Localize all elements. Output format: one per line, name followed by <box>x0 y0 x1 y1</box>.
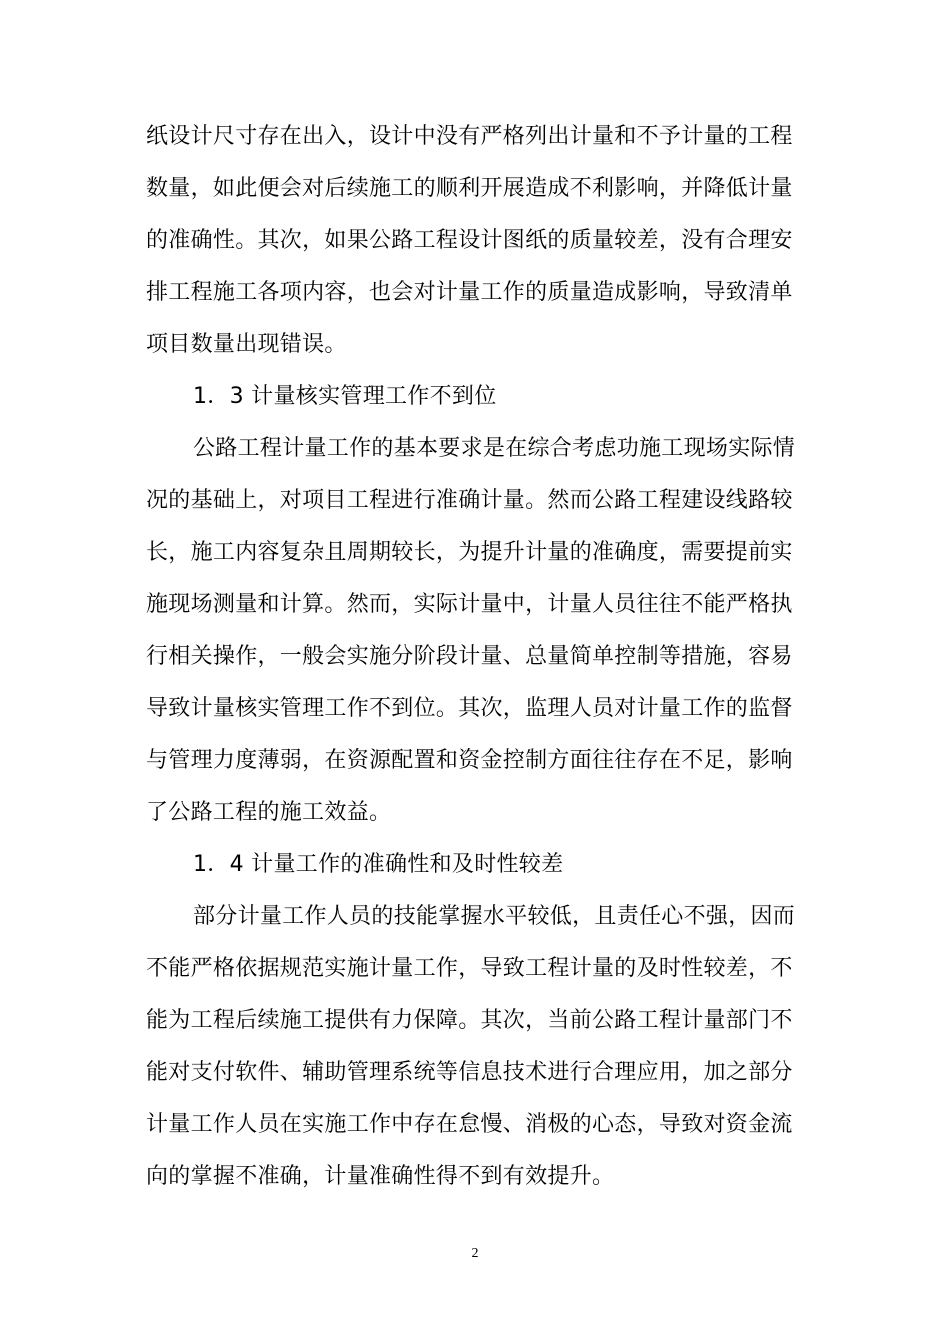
body-text-line: 施现场测量和计算。然而，实际计量中，计量人员往往不能严格执 <box>146 592 793 617</box>
body-text-line: 能对支付软件、辅助管理系统等信息技术进行合理应用，加之部分 <box>146 1060 793 1085</box>
body-text-line: 不能严格依据规范实施计量工作，导致工程计量的及时性较差，不 <box>146 956 793 981</box>
body-text-line: 与管理力度薄弱，在资源配置和资金控制方面往往存在不足，影响 <box>146 748 793 773</box>
body-text-line: 导致计量核实管理工作不到位。其次，监理人员对计量工作的监督 <box>146 696 793 721</box>
body-text-line: 数量，如此便会对后续施工的顺利开展造成不利影响，并降低计量 <box>146 176 793 201</box>
body-text-line: 长，施工内容复杂且周期较长，为提升计量的准确度，需要提前实 <box>146 540 793 565</box>
paragraph-first-line: 部分计量工作人员的技能掌握水平较低，且责任心不强，因而 <box>193 904 796 929</box>
body-text-line: 行相关操作，一般会实施分阶段计量、总量简单控制等措施，容易 <box>146 644 793 669</box>
section-heading-1-4: 1．4 计量工作的准确性和及时性较差 <box>193 852 564 877</box>
body-text-line: 了公路工程的施工效益。 <box>146 800 392 825</box>
body-text-line: 项目数量出现错误。 <box>146 332 347 357</box>
paragraph-first-line: 公路工程计量工作的基本要求是在综合考虑功施工现场实际情 <box>193 436 796 461</box>
body-text-line: 况的基础上，对项目工程进行准确计量。然而公路工程建设线路较 <box>146 488 793 513</box>
body-text-line: 计量工作人员在实施工作中存在怠慢、消极的心态，导致对资金流 <box>146 1112 793 1137</box>
body-text-line: 的准确性。其次，如果公路工程设计图纸的质量较差，没有合理安 <box>146 228 793 253</box>
body-text-line: 能为工程后续施工提供有力保障。其次，当前公路工程计量部门不 <box>146 1008 793 1033</box>
body-text-line: 排工程施工各项内容，也会对计量工作的质量造成影响，导致清单 <box>146 280 793 305</box>
section-heading-1-3: 1．3 计量核实管理工作不到位 <box>193 384 497 409</box>
page-number: 2 <box>471 1246 479 1261</box>
body-text-line: 向的掌握不准确，计量准确性得不到有效提升。 <box>146 1164 615 1189</box>
body-text-line: 纸设计尺寸存在出入，设计中没有严格列出计量和不予计量的工程 <box>146 124 793 149</box>
